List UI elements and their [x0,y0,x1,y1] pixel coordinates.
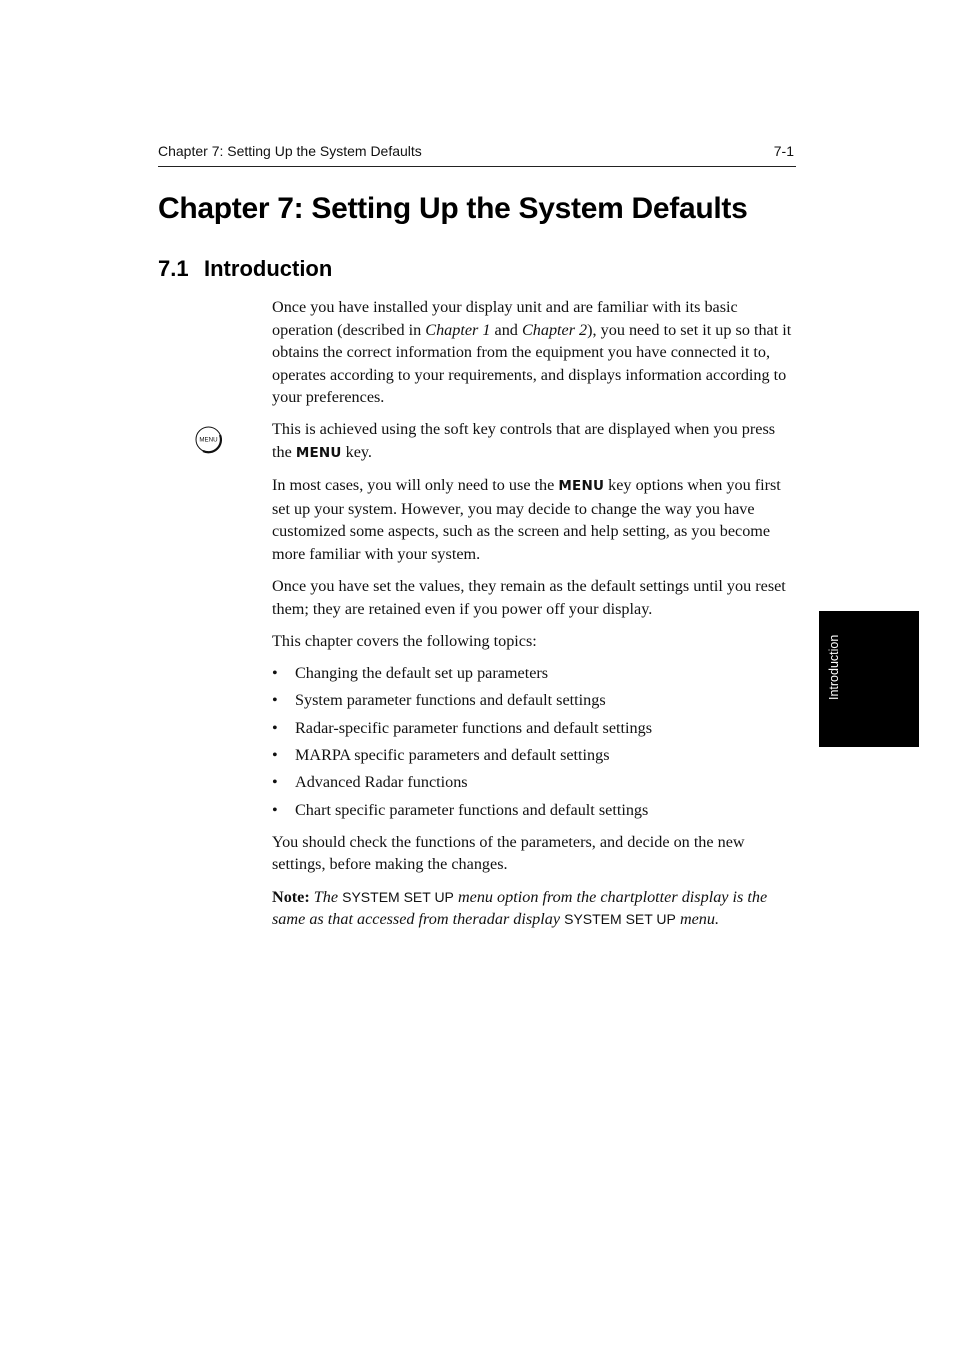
section-title: Introduction [204,256,333,281]
paragraph-intro: Once you have installed your display unit and are familiar with its basic operation (described in Chapter 1 and Chapter 2), you need to set it up so that it obtains the correct information from the equipment you have connected it to, operates according to your requirements, and displays information according to your preferences. [272,298,792,407]
paragraph-most-cases: In most cases, you will only need to use the MENU key options when you first set up your system. However, you may decide to change the way you have customized some aspects, such as the screen and help setting, as you become more familiar with your system. [272,476,781,563]
bullet: • [272,773,278,792]
paragraph-check: You should check the functions of the parameters, and decide on the new settings, before making the changes. [272,832,745,874]
chapter-title: Chapter 7: Setting Up the System Defaults [158,192,748,225]
running-title: Chapter 7: Setting Up the System Defaults [158,143,422,159]
body-text [272,296,795,940]
paragraph-topics-intro: This chapter covers the following topics: [272,631,537,650]
side-tab [819,611,919,747]
bullet: • [272,800,278,819]
menu-key-name: MENU [295,445,342,462]
list-item: • System parameter functions and default settings [272,689,795,712]
page-number: 7-1 [773,143,794,159]
system-set-up-label: SYSTEM SET UP [342,888,454,905]
chapter-1-reference: Chapter 1 [425,320,491,339]
note: Note: The SYSTEM SET UP menu option from the chartplotter display is the same as that accessed from theradar display SYSTEM SET UP menu. [272,887,768,929]
list-item: • Changing the default set up parameters [272,662,795,685]
paragraph-soft-keys: This is achieved using the soft key controls that are displayed when you press the MENU key. [272,420,776,462]
menu-key-icon [195,426,223,454]
note-label: Note: [272,887,310,906]
section-number: 7.1 [158,256,189,281]
list-item: • MARPA specific parameters and default settings [272,744,795,767]
bullet: • [272,745,278,764]
bullet: • [272,718,278,737]
side-tab-label: Introduction [827,635,841,701]
list-item: • Radar-specific parameter functions and default settings [272,717,795,740]
section-heading [158,256,332,282]
bullet: • [272,663,278,682]
paragraph-defaults: Once you have set the values, they remain as the default settings until you reset them; they are retained even if you power off your display. [272,577,786,618]
menu-icon-label: MENU [199,436,218,444]
page-header [158,141,796,167]
system-set-up-label: SYSTEM SET UP [564,911,676,928]
bullet: • [272,691,278,710]
list-item: • Chart specific parameter functions and default settings [272,799,795,822]
menu-key-name: MENU [558,478,605,495]
list-item: • Advanced Radar functions [272,771,795,794]
topics-list [272,662,795,822]
chapter-2-reference: Chapter 2 [521,320,588,339]
